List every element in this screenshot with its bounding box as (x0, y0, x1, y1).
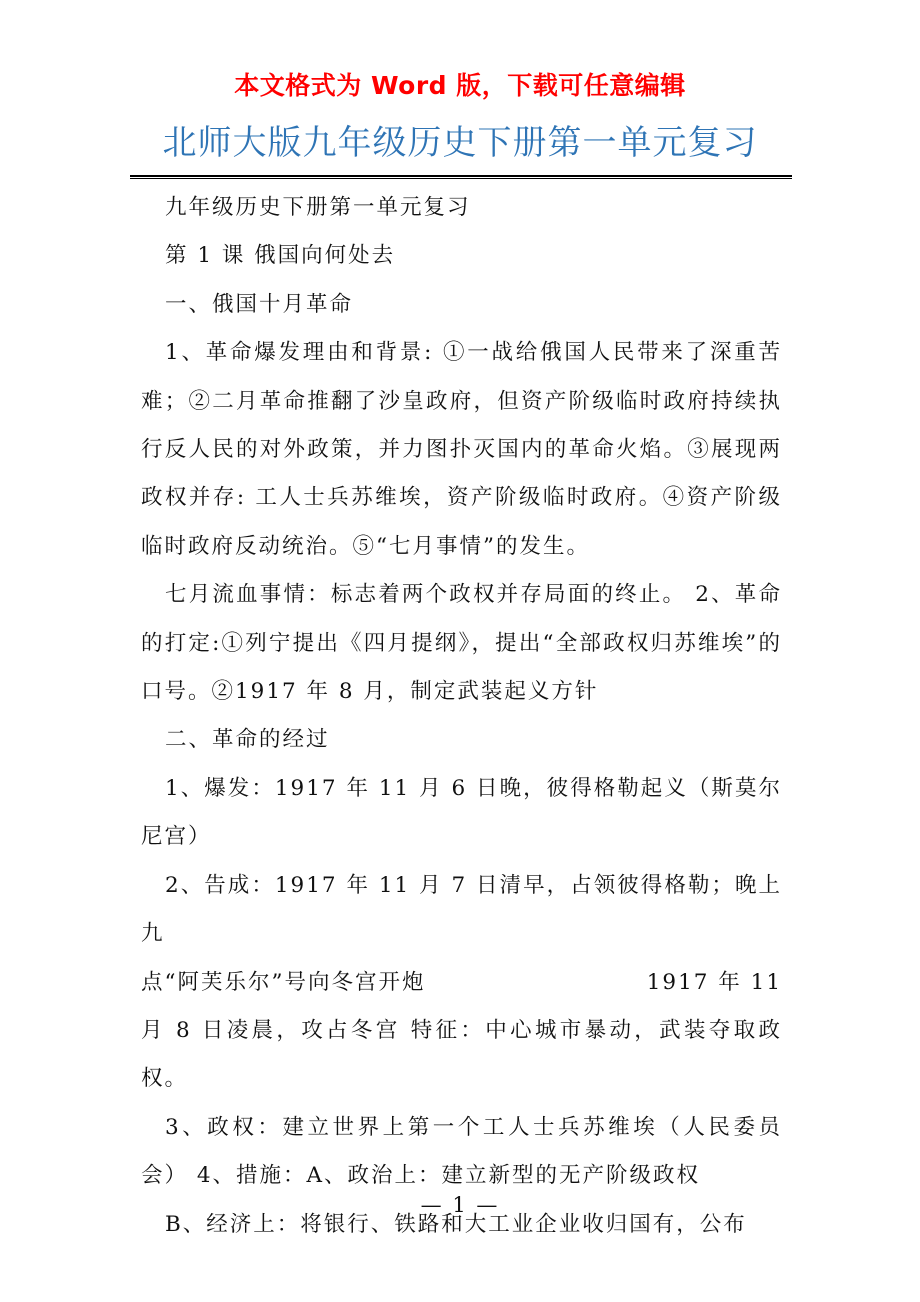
body-heading: 九年级历史下册第一单元复习 (165, 195, 471, 220)
lesson-title: 第 1 课 俄国向何处去 (165, 243, 396, 269)
header-divider (130, 175, 792, 179)
paragraph-regime-measures: 3、政权：建立世界上第一个工人士兵苏维埃（人民委员会） 4、措施：A、政治上：建立新型的无产阶级政权 (141, 1114, 782, 1189)
date-text: 1917 年 11 (646, 969, 782, 995)
section-heading-1: 一、俄国十月革命 (165, 291, 354, 317)
paragraph-economic: B、经济上：将银行、铁路和大工业企业收归国有，公布 (165, 1211, 747, 1237)
document-title: 北师大版九年级历史下册第一单元复习 (162, 123, 758, 163)
paragraph-outbreak: 1、爆发：1917 年 11 月 6 日晚，彼得格勒起义（斯莫尔尼宫） (141, 775, 782, 850)
paragraph-background: 1、革命爆发理由和背景: ①一战给俄国人民带来了深重苦难；②二月革命推翻了沙皇政府，但资产阶级临时政府持续执行反人民的对外政策，并力图扑灭国内的革命火焰。③展现两政权并存: 工人士兵苏维埃，资产阶级临时政府。④资产阶级临时政府反动统治。⑤“七月事情”的发生。 (141, 340, 782, 559)
editable-format-banner: 本文格式为 Word 版，下载可任意编辑 (234, 71, 686, 100)
paragraph-success-rest: 月 8 日凌晨，攻占冬宫 特征：中心城市暴动，武装夺取政权。 (141, 1017, 782, 1092)
document-body (141, 184, 782, 1249)
section-heading-2: 二、革命的经过 (165, 727, 330, 753)
aurora-cruiser-text: 点“阿芙乐尔”号向冬宫开炮 (141, 969, 426, 995)
paragraph-july-events: 七月流血事情：标志着两个政权并存局面的终止。 2、革命的打定:①列宁提出《四月提纲》，提出“全部政权归苏维埃”的口号。②1917 年 8 月，制定武装起义方针 (141, 582, 782, 705)
page-number: — 1 — (420, 1193, 500, 1217)
paragraph-success-line2 (141, 959, 782, 1007)
paragraph-success-line1: 2、告成：1917 年 11 月 7 日清早，占领彼得格勒；晚上九 (141, 872, 782, 947)
